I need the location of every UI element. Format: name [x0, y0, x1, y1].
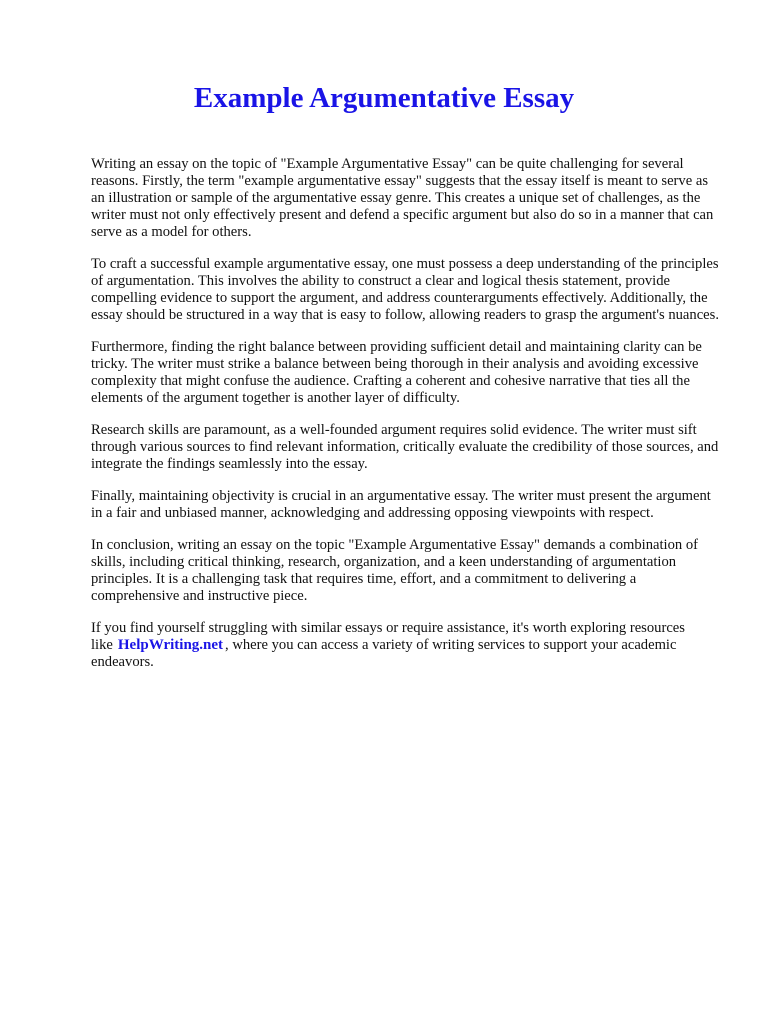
paragraph-conclusion: In conclusion, writing an essay on the topic "Example Argumentative Essay" demands a combination of skills, including critical thinking, research, organization, and a keen understanding of argumentation principles. It is a challenging task that requires time, effort, and a commitment to delivering a comprehensive and instructive piece.: [91, 537, 699, 604]
paragraph-balance: Furthermore, finding the right balance between providing sufficient detail and maintaining clarity can be tricky. The writer must strike a balance between being thorough in their analysis and avoiding excessive complexity that might confuse the audience. Crafting a coherent and cohesive narrative that ties all the elements of the argument together is another layer of difficulty.: [91, 339, 702, 406]
paragraph-principles: To craft a successful example argumentative essay, one must possess a deep understanding of the principles of argumentation. This involves the ability to construct a clear and logical thesis statement, provide compelling evidence to support the argument, and address counterarguments effectively. Additionally, the essay should be structured in a way that is easy to follow, allowing readers to grasp the argument's nuances.: [91, 256, 719, 323]
paragraph-research: Research skills are paramount, as a well-founded argument requires solid evidence. The writer must sift through various sources to find relevant information, critically evaluate the credibility of those sources, and integrate the findings seamlessly into the essay.: [91, 422, 719, 472]
paragraph-resources: [91, 620, 722, 671]
helpwriting-link[interactable]: HelpWriting.net: [117, 637, 224, 653]
paragraph-intro: Writing an essay on the topic of "Example Argumentative Essay" can be quite challenging for several reasons. Firstly, the term "example argumentative essay" suggests that the essay itself is meant to serve as an illustration or sample of the argumentative essay genre. This creates a unique set of challenges, as the writer must not only effectively present and defend a specific argument but also do so in a manner that can serve as a model for others.: [91, 156, 714, 240]
resources-text-before-link: If you find yourself struggling with similar essays or require assistance, it's worth exploring resources like: [91, 620, 685, 653]
paragraph-objectivity: Finally, maintaining objectivity is crucial in an argumentative essay. The writer must present the argument in a fair and unbiased manner, acknowledging and addressing opposing viewpoints with respect.: [91, 488, 711, 521]
document-title: Example Argumentative Essay: [193, 82, 575, 114]
resources-text-after-link: , where you can access a variety of writing services to support your academic endeavors.: [91, 637, 677, 670]
